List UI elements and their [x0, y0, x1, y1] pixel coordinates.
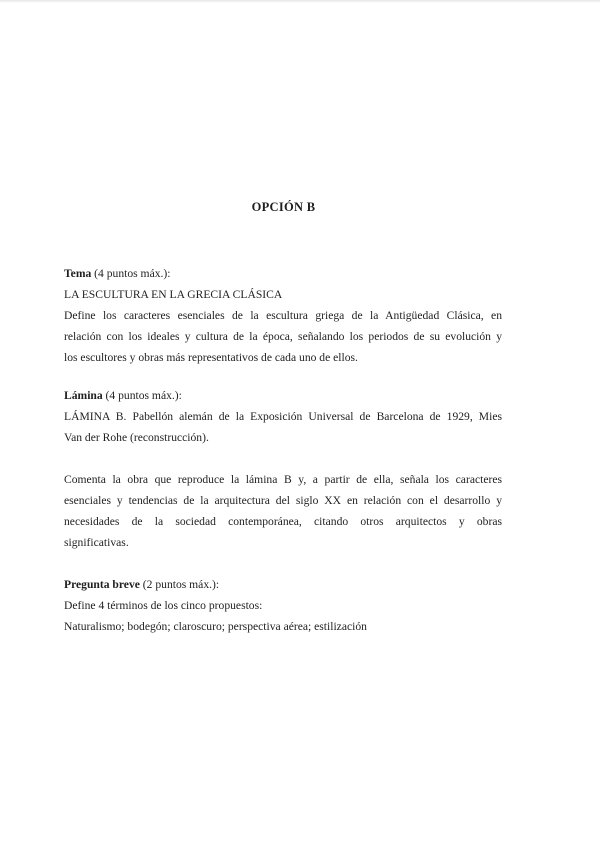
lamina-heading: [64, 385, 502, 406]
comenta-text-line-3: necesidades de la sociedad contemporánea, citando otros arquitectos y obras: [64, 515, 502, 528]
pregunta-instruction: Define 4 términos de los cinco propuestos:: [64, 599, 263, 612]
pregunta-heading-label: Pregunta breve: [64, 578, 140, 591]
tema-text-line-1: Define los caracteres esenciales de la escultura griega de la Antigüedad Clásica, en: [64, 309, 502, 322]
scan-edge: [0, 0, 600, 3]
lamina-text-line-1: LÁMINA B. Pabellón alemán de la Exposición Universal de Barcelona de 1929, Mies: [64, 410, 502, 423]
tema-heading-label: Tema: [64, 267, 92, 280]
lamina-text-line-2: Van der Rohe (reconstrucción).: [64, 431, 209, 444]
tema-subject: LA ESCULTURA EN LA GRECIA CLÁSICA: [64, 288, 283, 301]
pregunta-terms: Naturalismo; bodegón; claroscuro; perspectiva aérea; estilización: [64, 620, 367, 633]
tema-heading: [64, 263, 502, 284]
lamina-section: [64, 385, 502, 448]
pregunta-heading-points: (2 puntos máx.):: [139, 578, 220, 591]
lamina-heading-label: Lámina: [64, 389, 103, 402]
lamina-heading-points: (4 puntos máx.):: [102, 389, 182, 402]
comenta-section: [64, 469, 502, 553]
tema-heading-points: (4 puntos máx.):: [91, 267, 171, 280]
comenta-text-line-1: Comenta la obra que reproduce la lámina B y, a partir de ella, señala los caracteres: [64, 473, 502, 486]
tema-text-line-3: los escultores y obras más representativos de cada uno de ellos.: [64, 351, 358, 364]
tema-text-line-2: relación con los ideales y cultura de la época, señalando los periodos de su evolución y: [64, 330, 502, 343]
comenta-text-line-2: esenciales y tendencias de la arquitectura del siglo XX en relación con el desarrollo y: [64, 494, 502, 507]
option-title: OPCIÓN B: [251, 200, 316, 214]
comenta-text-line-4: significativas.: [64, 536, 129, 549]
pregunta-section: [64, 574, 502, 637]
pregunta-heading: [64, 574, 502, 595]
tema-section: [64, 263, 502, 368]
